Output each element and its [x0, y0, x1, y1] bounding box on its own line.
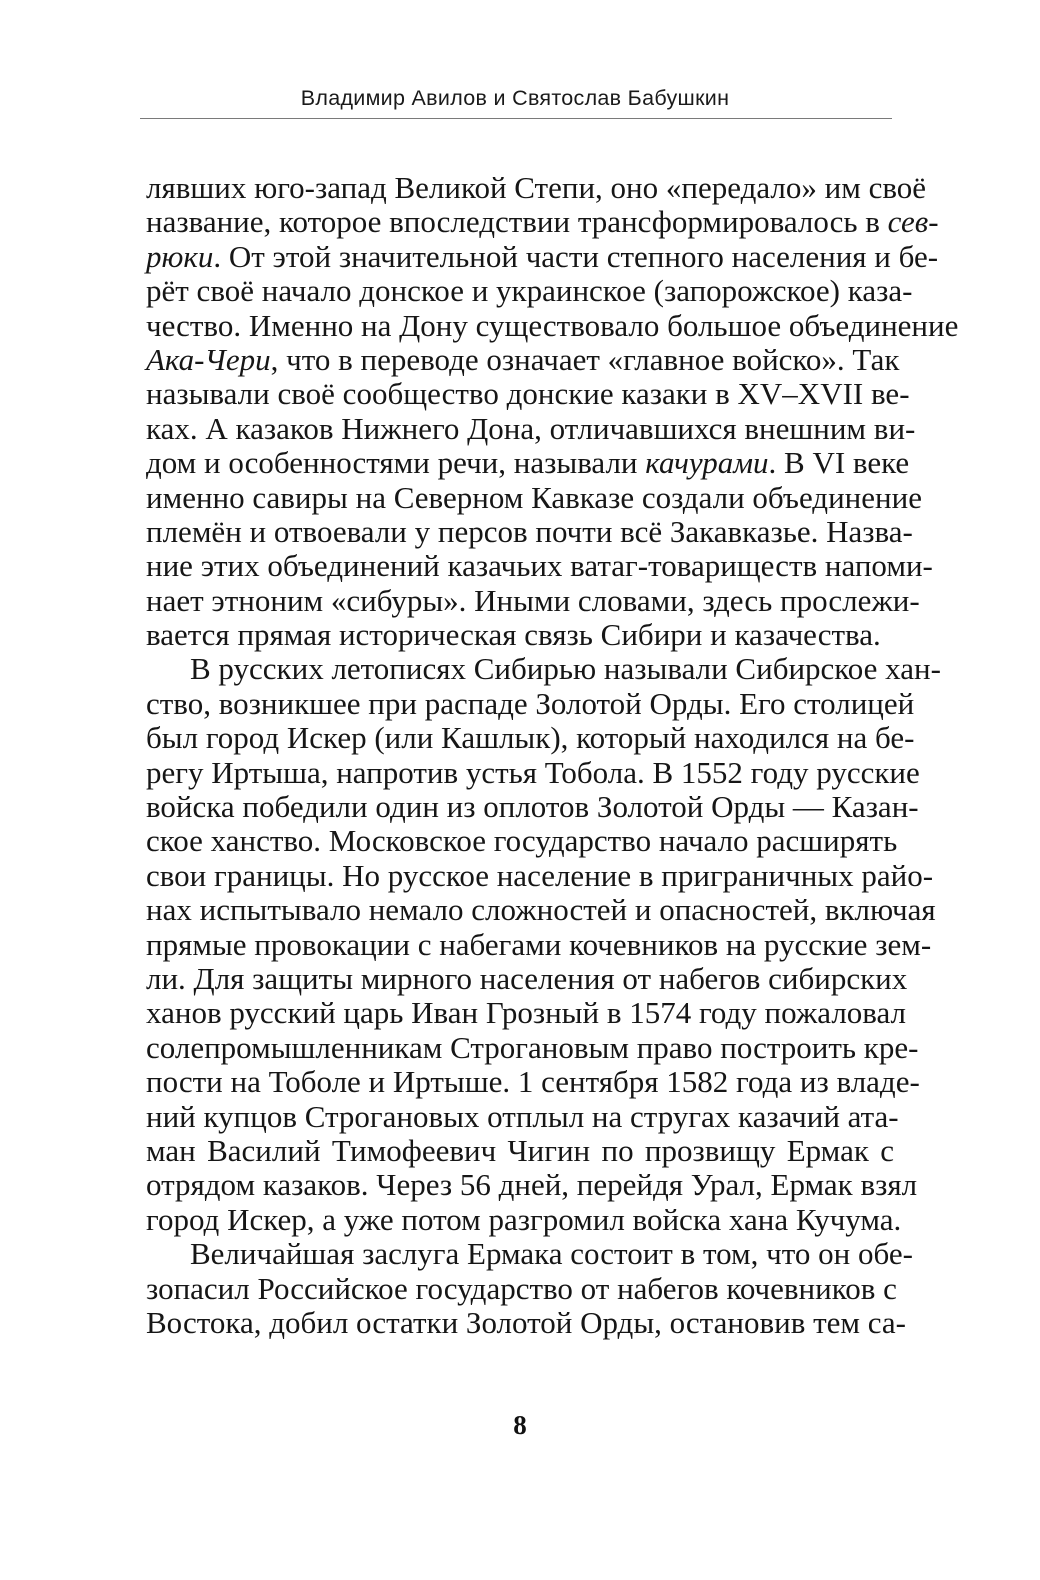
- italic-term: сев-: [887, 204, 939, 240]
- header-rule-divider: [140, 118, 892, 119]
- italic-term: Ака-Чери: [146, 341, 271, 377]
- text-line: ний купцов Строгановых отплыл на стругах казачий ата-: [146, 1098, 899, 1134]
- text-line: рюки. От этой значительной части степного населения и бе-: [146, 238, 939, 274]
- italic-term: рюки: [146, 238, 214, 274]
- text-line: ние этих объединений казачьих ватаг-товариществ напоми-: [146, 548, 933, 584]
- text-line: название, которое впоследствии трансформировалось в сев-: [146, 204, 939, 240]
- text-line: рёт своё начало донское и украинское (запорожское) каза-: [146, 273, 913, 309]
- text-line: племён и отвоевали у персов почти всё Закавказье. Назва-: [146, 513, 913, 549]
- text-line: ханов русский царь Иван Грозный в 1574 году пожаловал: [146, 995, 907, 1031]
- text-line: был город Искер (или Кашлык), который находился на бе-: [146, 720, 915, 756]
- text-line: войска победили один из оплотов Золотой Орды — Казан-: [146, 789, 919, 825]
- italic-term: качурами: [645, 445, 769, 481]
- text-line: лявших юго-запад Великой Степи, оно «передало» им своё: [146, 170, 927, 205]
- text-line: именно савиры на Северном Кавказе создали объединение: [146, 479, 922, 515]
- running-head-author-names: Владимир Авилов и Святослав Бабушкин: [300, 86, 730, 110]
- text-line: нах испытывало немало сложностей и опасностей, включая: [146, 892, 936, 928]
- text-line: Востока, добил остатки Золотой Орды, остановив тем са-: [146, 1304, 906, 1340]
- text-line: пости на Тоболе и Иртыше. 1 сентября 1582 года из владе-: [146, 1064, 920, 1100]
- text-line: вается прямая историческая связь Сибири и казачества.: [146, 617, 881, 653]
- text-line: дом и особенностями речи, называли качурами. В VI веке: [146, 445, 910, 481]
- text-line: солепромышленникам Строгановым право построить кре-: [146, 1029, 919, 1065]
- text-line: ское ханство. Московское государство начало расширять: [146, 823, 898, 859]
- text-line: Ака-Чери, что в переводе означает «главное войско». Так: [146, 341, 900, 377]
- text-line: отрядом казаков. Через 56 дней, перейдя Урал, Ермак взял: [146, 1167, 918, 1203]
- text-line: зопасил Российское государство от набегов кочевников с: [146, 1270, 897, 1306]
- text-line: чество. Именно на Дону существовало большое объединение: [146, 307, 959, 343]
- text-line: ках. А казаков Нижнего Дона, отличавшихся внешним ви-: [146, 410, 916, 446]
- body-text: [146, 170, 959, 1340]
- text-line: город Искер, а уже потом разгромил войска хана Кучума.: [146, 1201, 902, 1237]
- text-line: свои границы. Но русское население в приграничных райо-: [146, 857, 934, 893]
- text-line: Величайшая заслуга Ермака состоит в том, что он обе-: [190, 1236, 913, 1272]
- text-line: ли. Для защиты мирного населения от набегов сибирских: [146, 960, 908, 996]
- text-line: прямые провокации с набегами кочевников на русские зем-: [146, 926, 932, 962]
- text-line: ман Василий Тимофеевич Чигин по прозвищу Ермак с: [146, 1132, 894, 1168]
- text-line: называли своё сообщество донские казаки в XV–XVII ве-: [146, 376, 910, 412]
- page-number: 8: [513, 1410, 527, 1440]
- text-line: нает этноним «сибуры». Иными словами, здесь прослежи-: [146, 582, 920, 618]
- text-line: регу Иртыша, напротив устья Тобола. В 1552 году русские: [146, 754, 920, 790]
- text-line: В русских летописях Сибирью называли Сибирское хан-: [190, 651, 941, 687]
- text-line: ство, возникшее при распаде Золотой Орды. Его столицей: [146, 685, 915, 721]
